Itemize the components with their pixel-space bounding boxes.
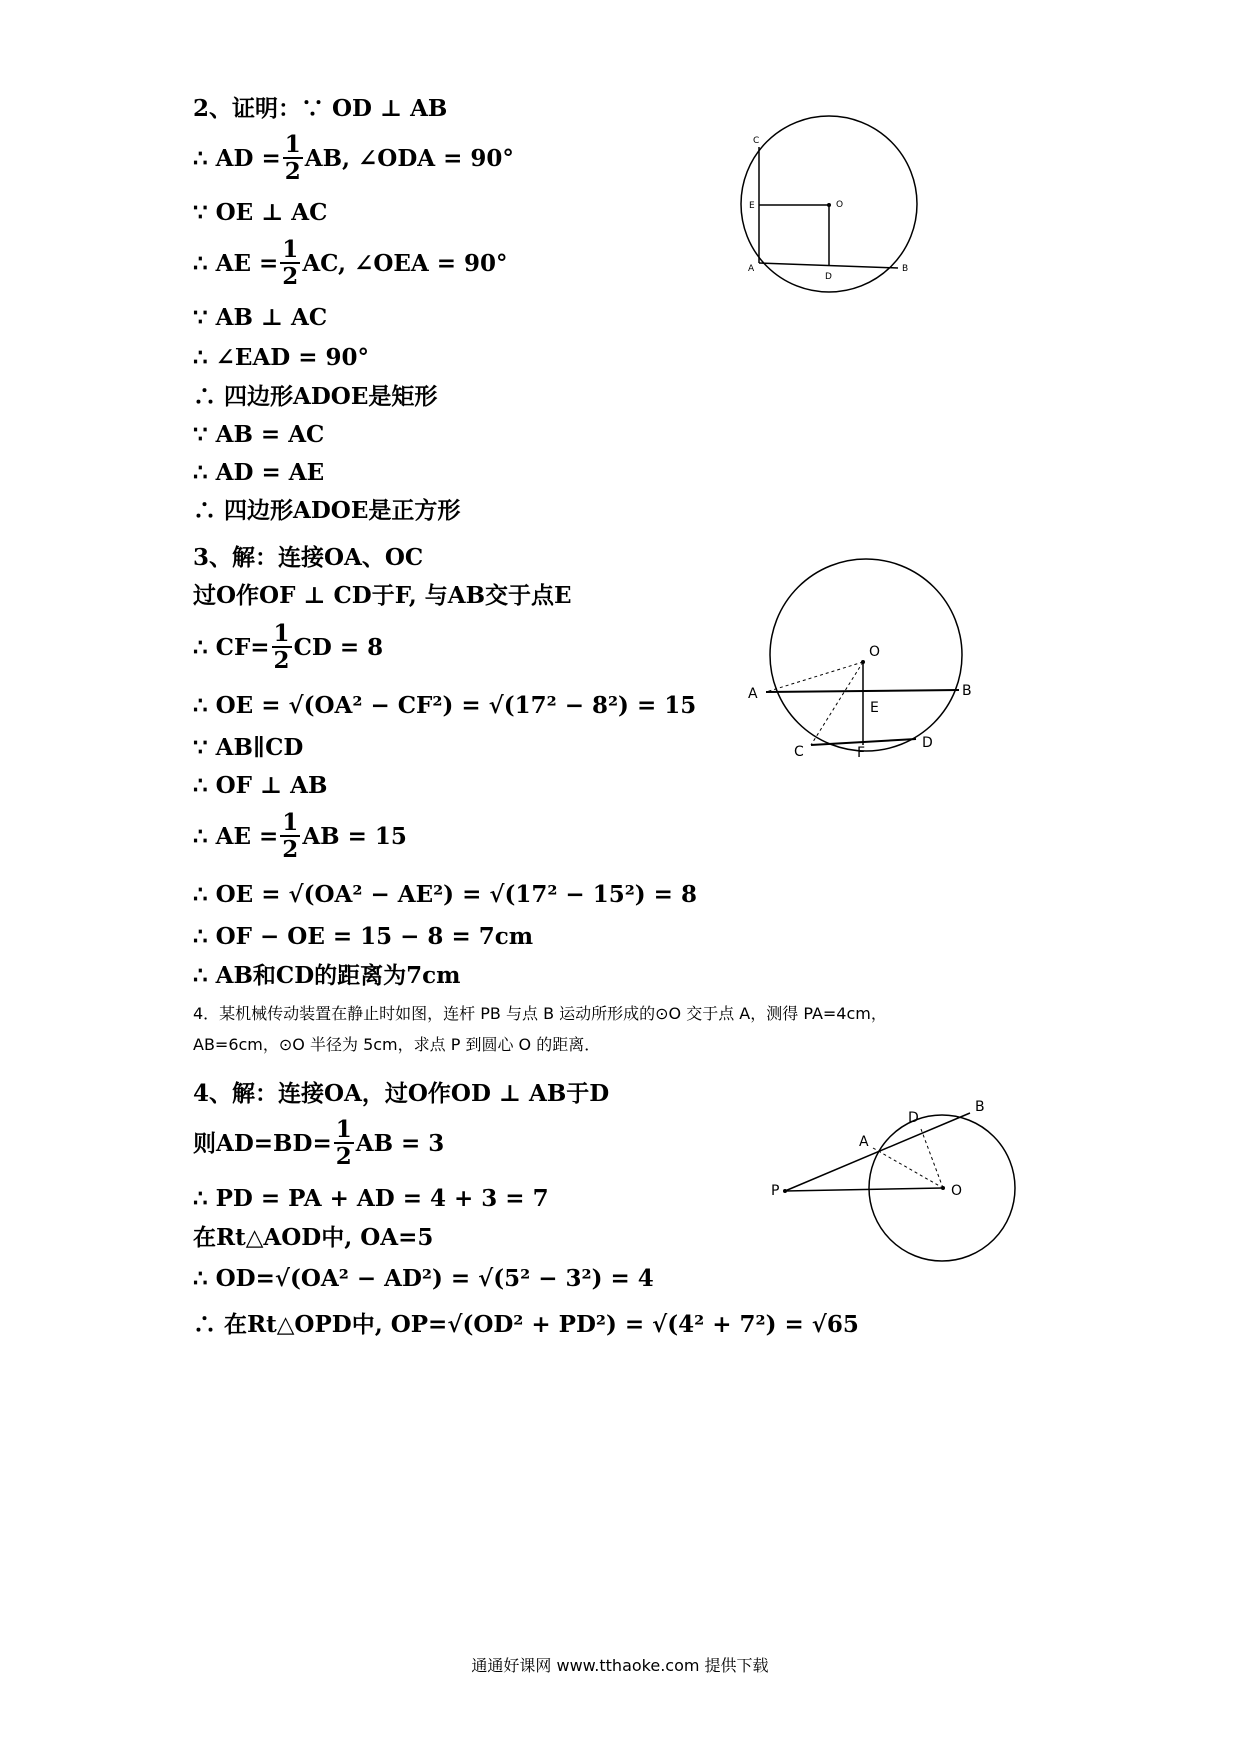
s3-l2-pre: ∴ CF=: [193, 633, 270, 661]
point-o: [941, 1186, 945, 1190]
segment-po: [785, 1188, 943, 1191]
label-o: O: [836, 200, 844, 210]
s3-line9: ∴ AB和CD的距离为7cm: [193, 962, 461, 989]
s2-line3: [193, 238, 508, 288]
figure-square-in-circle: [740, 130, 940, 300]
numerator: 1: [273, 620, 290, 647]
s2-line6: ∴ 四边形ADOE是矩形: [193, 383, 438, 410]
label-a: A: [748, 264, 755, 274]
label-c: C: [794, 744, 804, 760]
circle: [770, 559, 962, 751]
label-o: O: [951, 1183, 963, 1199]
numerator: 1: [282, 236, 299, 263]
label-a: A: [748, 686, 758, 702]
s2-line7: ∵ AB = AC: [193, 421, 325, 448]
s2-line9: ∴ 四边形ADOE是正方形: [193, 497, 461, 524]
s2-l1-pre: ∴ AD =: [193, 144, 281, 172]
s3-line2: [193, 622, 383, 672]
secant-pb: [785, 1113, 970, 1191]
s2-l1-fraction: [283, 133, 303, 183]
s3-line8: ∴ OF − OE = 15 − 8 = 7cm: [193, 923, 534, 950]
s3-line7: ∴ OE = √(OA² − AE²) = √(17² − 15²) = 8: [193, 881, 697, 908]
label-d: D: [908, 1110, 919, 1126]
figure-parallel-chords: [745, 560, 985, 780]
denominator: 2: [282, 836, 299, 863]
denominator: 2: [273, 647, 290, 674]
s4-line4: ∴ OD=√(OA² − AD²) = √(5² − 3²) = 4: [193, 1265, 654, 1292]
s4-line1: [193, 1118, 444, 1168]
s3-line6: [193, 811, 407, 861]
s2-l3-fraction: [280, 238, 300, 288]
s4-l1-pre: 则AD=BD=: [193, 1129, 332, 1157]
denominator: 2: [282, 263, 299, 290]
point-o: [861, 660, 865, 664]
s4-l1-fraction: [334, 1118, 354, 1168]
point-p: [783, 1189, 787, 1193]
s3-line1: 过O作OF ⊥ CD于F, 与AB交于点E: [193, 582, 572, 609]
label-b: B: [975, 1099, 985, 1115]
segment-oa: [873, 1148, 943, 1188]
label-e: E: [749, 201, 755, 211]
s2-line5: ∴ ∠EAD = 90°: [193, 344, 370, 371]
label-f: F: [857, 745, 866, 761]
label-b: B: [962, 683, 972, 699]
s2-l1-post: AB, ∠ODA = 90°: [304, 144, 514, 172]
label-p: P: [771, 1183, 780, 1199]
segment-od: [921, 1129, 943, 1188]
s4-line2: ∴ PD = PA + AD = 4 + 3 = 7: [193, 1185, 549, 1212]
s2-l3-pre: ∴ AE =: [193, 249, 279, 277]
numerator: 1: [282, 809, 299, 836]
label-d: D: [922, 735, 933, 751]
s3-title: 3、解：连接OA、OC: [193, 544, 424, 571]
point-o: [827, 203, 831, 207]
s2-line1: [193, 133, 514, 183]
s4-line5: ∴ 在Rt△OPD中, OP=√(OD² + PD²) = √(4² + 7²) = √65: [193, 1311, 859, 1338]
s4-title: 4、解：连接OA，过O作OD ⊥ AB于D: [193, 1080, 610, 1107]
label-e: E: [870, 700, 879, 716]
label-a: A: [859, 1134, 869, 1150]
s3-line3: ∴ OE = √(OA² − CF²) = √(17² − 8²) = 15: [193, 692, 697, 719]
denominator: 2: [335, 1143, 352, 1170]
figure-secant: [770, 1100, 1030, 1280]
s3-line4: ∵ AB∥CD: [193, 734, 304, 761]
s3-l2-post: CD = 8: [293, 633, 384, 661]
numerator: 1: [284, 131, 301, 158]
label-c: C: [753, 136, 760, 146]
denominator: 2: [284, 158, 301, 185]
segment-oc: [811, 662, 863, 745]
label-o: O: [869, 644, 881, 660]
s3-l6-pre: ∴ AE =: [193, 822, 279, 850]
s4-l1-post: AB = 3: [355, 1129, 445, 1157]
s3-l6-fraction: [280, 811, 300, 861]
segment-oa: [766, 662, 863, 692]
s2-line4: ∵ AB ⊥ AC: [193, 304, 328, 331]
s3-l6-post: AB = 15: [302, 822, 407, 850]
numerator: 1: [335, 1116, 352, 1143]
page-footer: 通通好课网 www.tthaoke.com 提供下载: [471, 1656, 769, 1675]
problem4-line1: 4．某机械传动装置在静止时如图，连杆 PB 与点 B 运动所形成的⊙O 交于点 A，测得 PA=4cm，: [193, 1004, 887, 1023]
problem4-line2: AB=6cm，⊙O 半径为 5cm，求点 P 到圆心 O 的距离．: [193, 1035, 601, 1054]
label-d: D: [825, 272, 832, 282]
label-b: B: [902, 264, 909, 274]
s3-line5: ∴ OF ⊥ AB: [193, 772, 328, 799]
s2-line2: ∵ OE ⊥ AC: [193, 199, 328, 226]
s2-title: 2、证明：∵ OD ⊥ AB: [193, 95, 448, 122]
s4-line3: 在Rt△AOD中, OA=5: [193, 1224, 434, 1251]
s2-line8: ∴ AD = AE: [193, 459, 325, 486]
s3-l2-fraction: [272, 622, 292, 672]
s2-l3-post: AC, ∠OEA = 90°: [302, 249, 508, 277]
